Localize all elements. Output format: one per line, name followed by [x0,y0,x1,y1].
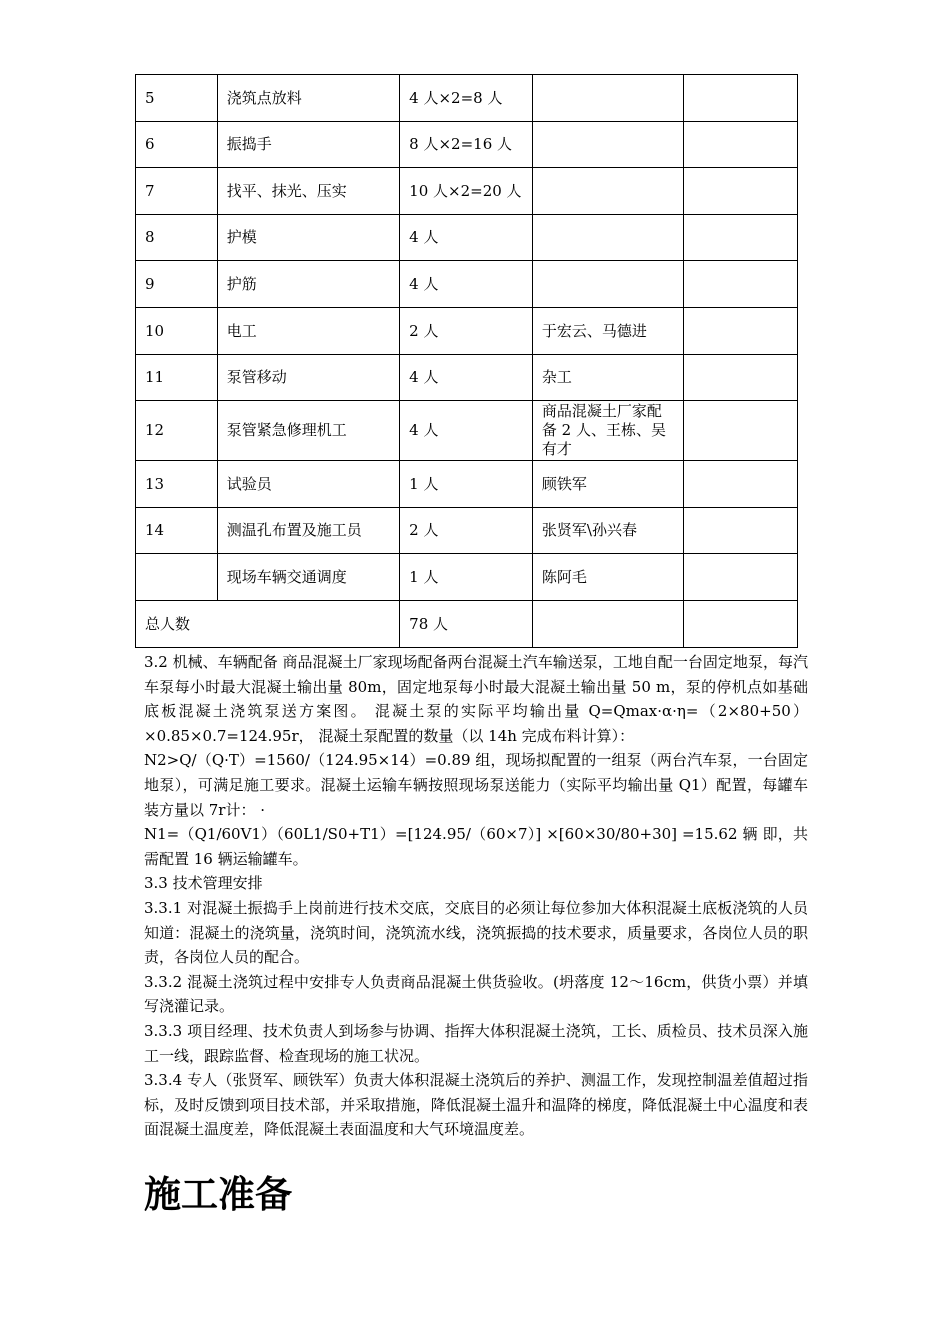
row-number: 10 [136,308,218,355]
row-number: 9 [136,261,218,308]
empty-cell [684,75,798,122]
count-cell: 10 人×2=20 人 [400,168,533,215]
empty-cell [684,601,798,648]
empty-cell [684,168,798,215]
paragraph-3-3-title: 3.3 技术管理安排 [144,874,263,893]
names-cell [532,261,684,308]
table-row [136,554,798,601]
role-cell: 护模 [217,215,399,261]
row-number: 13 [136,461,218,508]
empty-cell [684,554,798,601]
row-number: 12 [136,401,218,461]
row-number: 7 [136,168,218,215]
row-number: 8 [136,215,218,261]
table-row [136,461,798,508]
table-row [136,215,798,261]
names-cell [532,75,684,122]
names-cell: 商品混凝土厂家配备 2 人、王栋、吴有才 [532,401,684,461]
names-cell: 杂工 [532,355,684,401]
count-cell: 4 人 [400,215,533,261]
empty-cell [684,122,798,168]
role-cell: 振捣手 [217,122,399,168]
count-cell: 2 人 [400,308,533,355]
paragraph-3-2: 3.2 机械、车辆配备 商品混凝土厂家现场配备两台混凝土汽车输送泵，工地自配一台固定地泵，每汽车泵每小时最大混凝土输出量 80m，固定地泵每小时最大混凝土输出量 50 m，泵的停机点如基础底板混凝土浇筑泵送方案图。 混凝土泵的实际平均输出量 Q=Qmax·α·η=（2×80+50）×0.85×0.7=124.95r， 混凝土泵配置的数量（以 14h 完成布料计算）： [144,653,808,745]
names-cell: 于宏云、马德进 [532,308,684,355]
table-row [136,122,798,168]
count-cell: 2 人 [400,508,533,554]
empty-cell [684,508,798,554]
paragraph-3-3-1: 3.3.1 对混凝土振捣手上岗前进行技术交底，交底目的必须让每位参加大体积混凝土底板浇筑的人员知道：混凝土的浇筑量，浇筑时间，浇筑流水线，浇筑振捣的技术要求，质量要求，各岗位人员的职责，各岗位人员的配合。 [144,898,808,967]
empty-cell [684,461,798,508]
role-cell: 现场车辆交通调度 [217,554,399,601]
empty-cell [684,261,798,308]
role-cell: 泵管紧急修理机工 [217,401,399,461]
names-cell [532,122,684,168]
count-cell: 1 人 [400,554,533,601]
paragraph-3-3-3: 3.3.3 项目经理、技术负责人到场参与协调、指挥大体积混凝土浇筑，工长、质检员、技术员深入施工一线，跟踪监督、检查现场的施工状况。 [144,1021,808,1065]
row-number: 5 [136,75,218,122]
total-count: 78 人 [400,601,533,648]
staffing-table-body [136,75,798,648]
role-cell: 测温孔布置及施工员 [217,508,399,554]
body-text [144,650,808,1142]
role-cell: 泵管移动 [217,355,399,401]
row-number: 6 [136,122,218,168]
count-cell: 4 人 [400,355,533,401]
names-cell: 顾铁军 [532,461,684,508]
names-cell: 陈阿毛 [532,554,684,601]
total-label: 总人数 [136,601,400,648]
count-cell: 4 人 [400,401,533,461]
paragraph-pump-count: N2>Q/（Q·T）=1560/（124.95×14）=0.89 组，现场拟配置的一组泵（两台汽车泵，一台固定地泵），可满足施工要求。混凝土运输车辆按照现场泵送能力（实际平均输出量 Q1）配置，每罐车装方量以 7r计： · [144,751,808,819]
row-number: 14 [136,508,218,554]
row-number: 11 [136,355,218,401]
count-cell: 4 人×2=8 人 [400,75,533,122]
empty-cell [684,215,798,261]
names-cell [532,168,684,215]
role-cell: 护筋 [217,261,399,308]
row-number [136,554,218,601]
table-row [136,75,798,122]
empty-cell [532,601,684,648]
table-row [136,168,798,215]
names-cell [532,215,684,261]
table-row [136,355,798,401]
section-heading: 施工准备 [144,1173,292,1216]
count-cell: 1 人 [400,461,533,508]
table-row [136,308,798,355]
table-row [136,261,798,308]
paragraph-truck-count: N1=（Q1/60V1）（60L1/S0+T1）=[124.95/（60×7）] ×[60×30/80+30] =15.62 辆 即，共需配置 16 辆运输罐车。 [144,825,808,868]
table-total-row [136,601,798,648]
paragraph-3-3-4: 3.3.4 专人（张贤军、顾铁军）负责大体积混凝土浇筑后的养护、测温工作，发现控制温差值超过指标，及时反馈到项目技术部，并采取措施，降低混凝土温升和温降的梯度，降低混凝土中心温度和表面混凝土温度差，降低混凝土表面温度和大气环境温度差。 [144,1071,808,1139]
role-cell: 浇筑点放料 [217,75,399,122]
role-cell: 试验员 [217,461,399,508]
count-cell: 4 人 [400,261,533,308]
empty-cell [684,401,798,461]
empty-cell [684,355,798,401]
table-row [136,401,798,461]
role-cell: 电工 [217,308,399,355]
role-cell: 找平、抹光、压实 [217,168,399,215]
table-row [136,508,798,554]
staffing-table [135,74,798,648]
names-cell: 张贤军\孙兴春 [532,508,684,554]
count-cell: 8 人×2=16 人 [400,122,533,168]
empty-cell [684,308,798,355]
paragraph-3-3-2: 3.3.2 混凝土浇筑过程中安排专人负责商品混凝土供货验收。(坍落度 12～16cm，供货小票）并填写浇灌记录。 [144,972,808,1016]
